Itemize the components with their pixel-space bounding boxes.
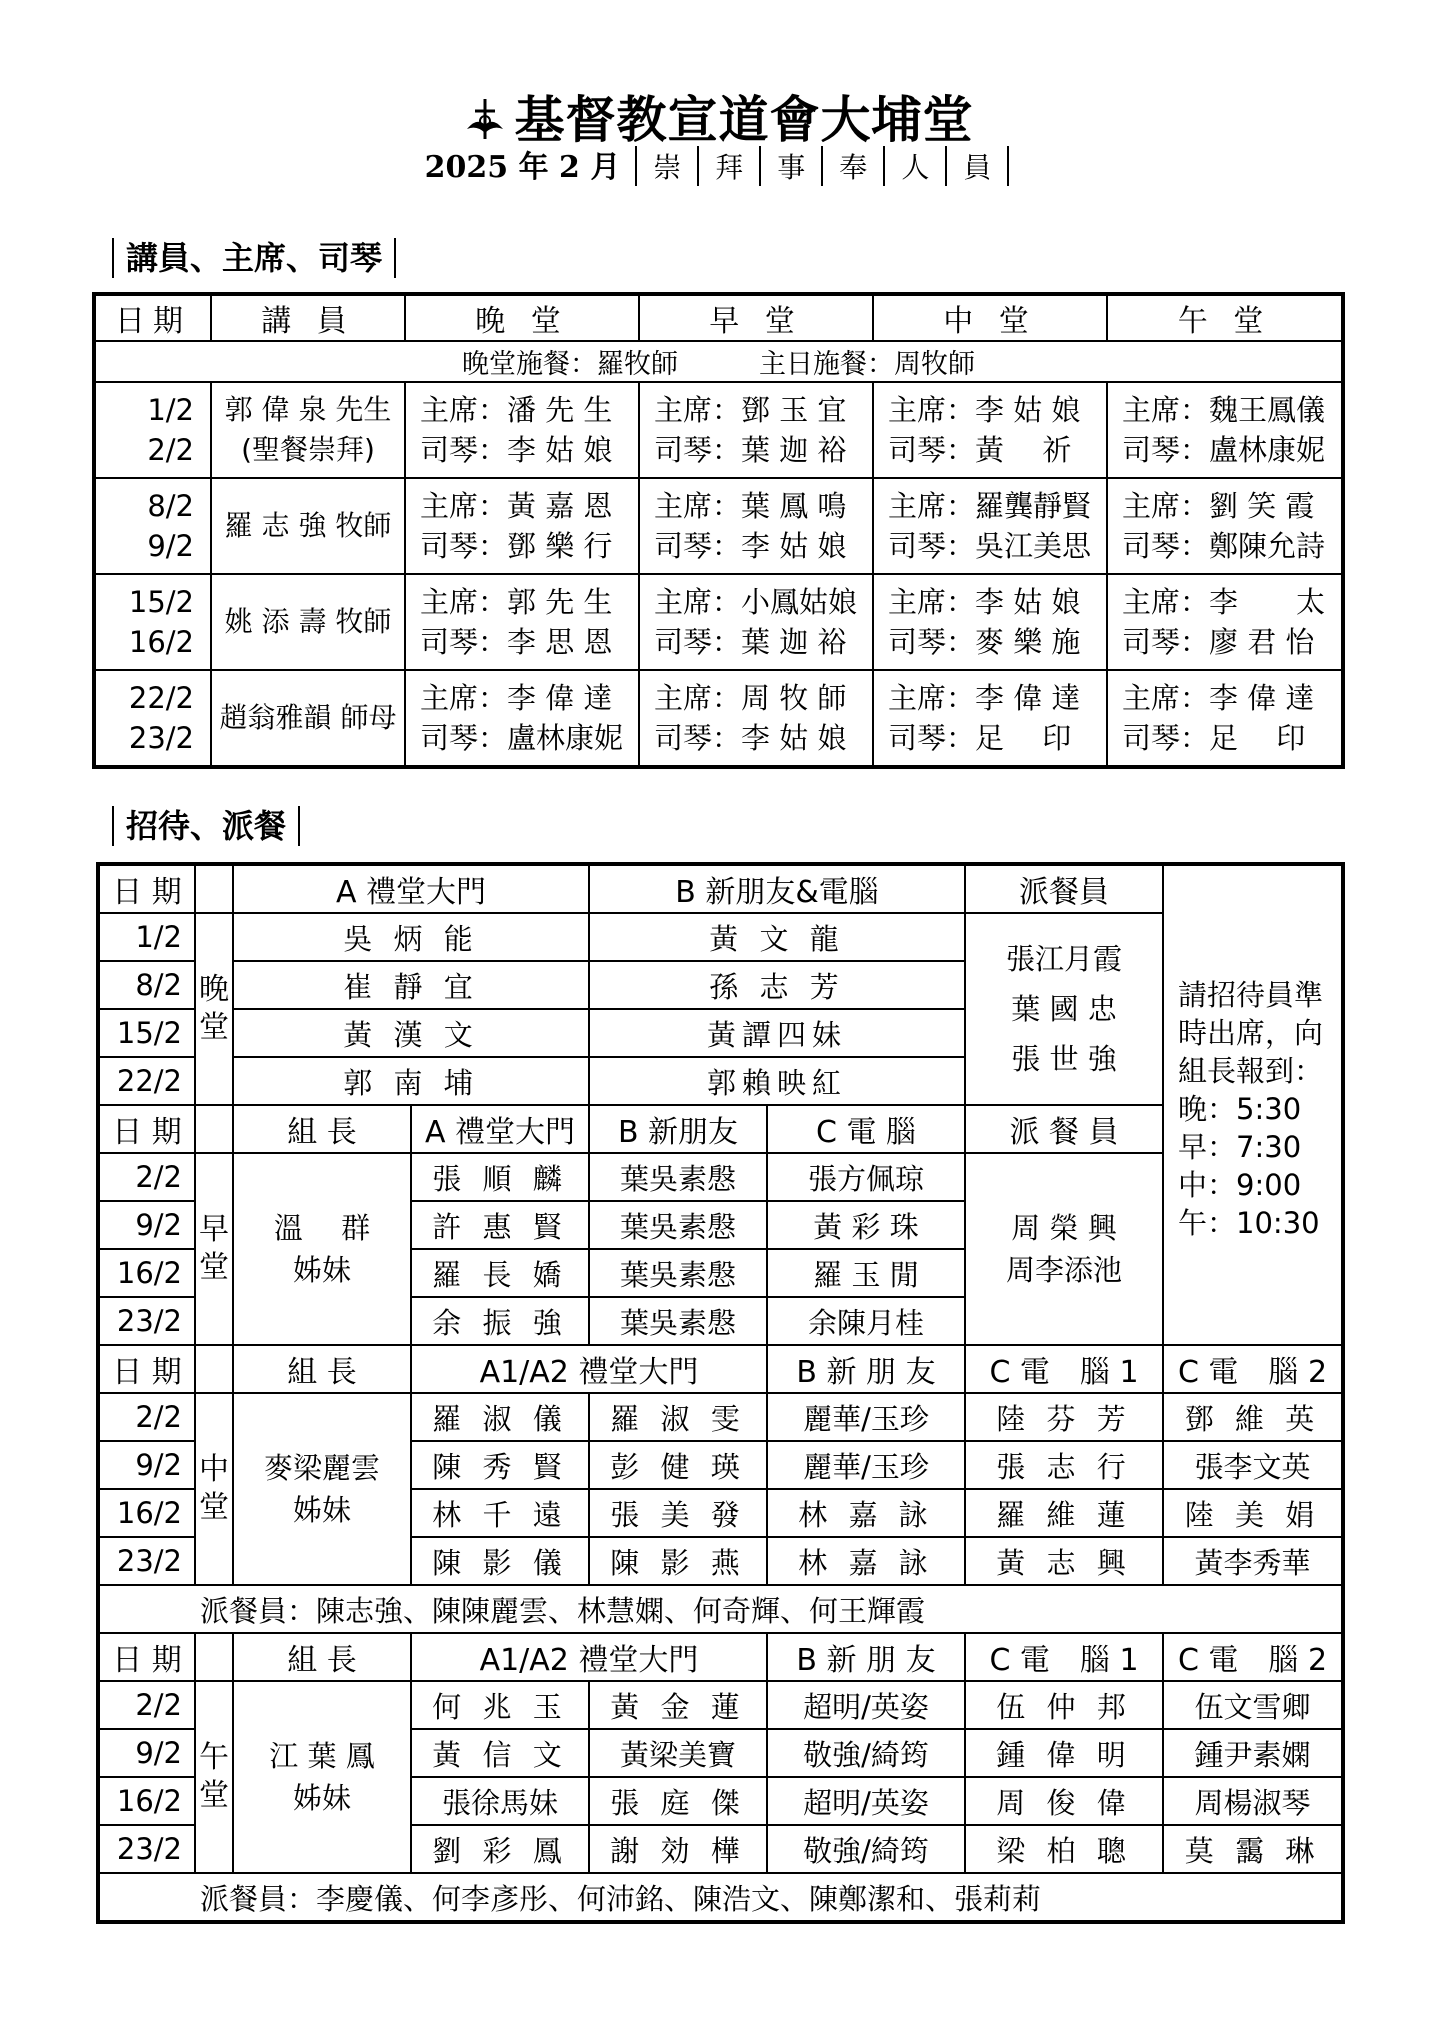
usher-cell: 林 嘉 詠 [767, 1489, 965, 1537]
usher-cell: 張 順 麟 [411, 1153, 589, 1201]
service-cell: 主席：葉 鳳 鳴 司琴：李 姑 娘 [639, 478, 873, 574]
col-header: 派 餐 員 [965, 1105, 1163, 1153]
service-label: 早 堂 [195, 1153, 233, 1345]
date-cell: 16/2 [98, 1777, 195, 1825]
service-cell: 主席：李 姑 娘 司琴：黃 祈 [873, 382, 1107, 478]
meal-staff-line: 派餐員：李慶儀、何李彥彤、何沛銘、陳浩文、陳鄭潔和、張莉莉 [98, 1873, 1343, 1922]
leader-cell: 江 葉 鳳 姊妹 [233, 1681, 411, 1873]
col-header: 組 長 [233, 1345, 411, 1393]
usher-cell: 葉吳素慇 [589, 1153, 767, 1201]
leader-cell: 溫 群 姊妹 [233, 1153, 411, 1345]
usher-cell: 林 嘉 詠 [767, 1537, 965, 1585]
col-header: B 新 朋 友 [767, 1633, 965, 1681]
subtitle-word: 拜 [697, 146, 759, 186]
col-header: A 禮堂大門 [233, 864, 589, 913]
service-cell: 主席：鄧 玉 宜 司琴：葉 迦 裕 [639, 382, 873, 478]
usher-cell: 黃 文 龍 [589, 913, 965, 961]
date-cell: 23/2 [98, 1297, 195, 1345]
leader-cell: 麥梁麗雲 姊妹 [233, 1393, 411, 1585]
table-row [98, 1681, 1343, 1729]
usher-cell: 許 惠 賢 [411, 1201, 589, 1249]
table-row [98, 913, 1343, 961]
section-title-speakers: 講員、主席、司琴 [112, 238, 396, 278]
service-cell: 主席：黃 嘉 恩 司琴：鄧 樂 行 [405, 478, 639, 574]
service-cell: 主席：李 偉 達 司琴：盧林康妮 [405, 670, 639, 767]
usher-cell: 張 庭 傑 [589, 1777, 767, 1825]
usher-cell: 張李文英 [1163, 1441, 1343, 1489]
usher-cell: 余陳月桂 [767, 1297, 965, 1345]
usher-cell: 敬強/綺筠 [767, 1729, 965, 1777]
usher-cell: 謝 効 樺 [589, 1825, 767, 1873]
col-header: C 電 腦 [767, 1105, 965, 1153]
service-label: 晚 堂 [195, 913, 233, 1105]
usher-cell: 黃梁美寶 [589, 1729, 767, 1777]
service-cell: 主席：小鳳姑娘 司琴：葉 迦 裕 [639, 574, 873, 670]
speaker-cell: 郭 偉 泉 先生 (聖餐崇拜) [211, 382, 405, 478]
table-row [94, 574, 1343, 670]
usher-cell: 黃 金 蓮 [589, 1681, 767, 1729]
usher-cell: 張 志 行 [965, 1441, 1163, 1489]
date-cell: 1/2 [98, 913, 195, 961]
usher-cell: 陸 美 娟 [1163, 1489, 1343, 1537]
col-header: B 新朋友&電腦 [589, 864, 965, 913]
service-label: 午 堂 [195, 1681, 233, 1873]
col-header: 組 長 [233, 1105, 411, 1153]
blank-cell [195, 1105, 233, 1153]
col-header: A 禮堂大門 [411, 1105, 589, 1153]
midday-meal-row [98, 1585, 1343, 1633]
table-row [94, 478, 1343, 574]
usher-cell: 陳 影 燕 [589, 1537, 767, 1585]
morning-header-row [98, 1105, 1343, 1153]
date-cell: 9/2 [98, 1729, 195, 1777]
speaker-chair-organ-table [92, 292, 1345, 769]
usher-cell: 鄧 維 英 [1163, 1393, 1343, 1441]
service-cell: 主席：郭 先 生 司琴：李 思 恩 [405, 574, 639, 670]
col-header: 早 堂 [639, 294, 873, 341]
usher-cell: 黃 信 文 [411, 1729, 589, 1777]
col-header: 日 期 [98, 1105, 195, 1153]
service-cell: 主席：羅龔靜賢 司琴：吳江美思 [873, 478, 1107, 574]
usher-cell: 張 美 發 [589, 1489, 767, 1537]
service-cell: 主席：李 偉 達 司琴：足 印 [1107, 670, 1343, 767]
col-header: 午 堂 [1107, 294, 1343, 341]
usher-cell: 麗華/玉珍 [767, 1393, 965, 1441]
meal-staff-cell: 張江月霞 葉 國 忠 張 世 強 [965, 913, 1163, 1105]
usher-cell: 周 俊 偉 [965, 1777, 1163, 1825]
usher-cell: 黃 漢 文 [233, 1009, 589, 1057]
service-cell: 主席：李 偉 達 司琴：足 印 [873, 670, 1107, 767]
date-cell: 15/2 16/2 [94, 574, 211, 670]
usher-cell: 黃 彩 珠 [767, 1201, 965, 1249]
date-cell: 16/2 [98, 1489, 195, 1537]
usher-cell: 羅 淑 儀 [411, 1393, 589, 1441]
usher-cell: 彭 健 瑛 [589, 1441, 767, 1489]
usher-cell: 周楊淑琴 [1163, 1777, 1343, 1825]
table-row [98, 1153, 1343, 1201]
table-row [94, 670, 1343, 767]
usher-cell: 陸 芬 芳 [965, 1393, 1163, 1441]
col-header: 日期 [94, 294, 211, 341]
service-cell: 主席：李 太 司琴：廖 君 怡 [1107, 574, 1343, 670]
service-label: 中 堂 [195, 1393, 233, 1585]
col-header: A1/A2 禮堂大門 [411, 1345, 767, 1393]
church-name: 基督教宣道會大埔堂 [514, 90, 974, 149]
col-header: 日 期 [98, 1345, 195, 1393]
meal-note: 晚堂施餐：羅牧師 主日施餐：周牧師 [94, 341, 1343, 382]
usher-cell: 郭 南 埔 [233, 1057, 589, 1105]
table-row [94, 382, 1343, 478]
col-header: 派餐員 [965, 864, 1163, 913]
usher-reminder-note: 請招待員準 時出席，向 組長報到： 晚：5:30 早：7:30 中：9:00 午：10:30 [1163, 864, 1343, 1345]
usher-cell: 羅 長 嬌 [411, 1249, 589, 1297]
usher-cell: 伍文雪卿 [1163, 1681, 1343, 1729]
blank-cell [195, 1633, 233, 1681]
usher-cell: 羅 淑 雯 [589, 1393, 767, 1441]
date-cell: 22/2 [98, 1057, 195, 1105]
usher-meal-table [96, 862, 1345, 1924]
col-header: 中 堂 [873, 294, 1107, 341]
usher-cell: 鍾 偉 明 [965, 1729, 1163, 1777]
month-label: 2025 年 2 月 [424, 150, 621, 185]
table-row [98, 1393, 1343, 1441]
col-header: C 電 腦 2 [1163, 1633, 1343, 1681]
usher-cell: 劉 彩 鳳 [411, 1825, 589, 1873]
date-cell: 9/2 [98, 1201, 195, 1249]
usher-cell: 超明/英姿 [767, 1777, 965, 1825]
date-cell: 9/2 [98, 1441, 195, 1489]
afternoon-header-row [98, 1633, 1343, 1681]
usher-cell: 黃李秀華 [1163, 1537, 1343, 1585]
subtitle-word: 員 [945, 146, 1009, 186]
service-cell: 主席：周 牧 師 司琴：李 姑 娘 [639, 670, 873, 767]
usher-cell: 葉吳素慇 [589, 1249, 767, 1297]
date-cell: 16/2 [98, 1249, 195, 1297]
usher-cell: 敬強/綺筠 [767, 1825, 965, 1873]
subtitle-word: 奉 [821, 146, 883, 186]
date-cell: 2/2 [98, 1681, 195, 1729]
meal-note-row [94, 341, 1343, 382]
evening-header-row [98, 864, 1343, 913]
section-title-ushers: 招待、派餐 [112, 806, 300, 846]
col-header: A1/A2 禮堂大門 [411, 1633, 767, 1681]
afternoon-meal-row [98, 1873, 1343, 1922]
usher-cell: 陳 秀 賢 [411, 1441, 589, 1489]
usher-cell: 黃譚四妹 [589, 1009, 965, 1057]
speaker-cell: 趙翁雅韻 師母 [211, 670, 405, 767]
usher-cell: 吳 炳 能 [233, 913, 589, 961]
usher-cell: 葉吳素慇 [589, 1297, 767, 1345]
midday-header-row [98, 1345, 1343, 1393]
usher-cell: 崔 靜 宜 [233, 961, 589, 1009]
usher-cell: 麗華/玉珍 [767, 1441, 965, 1489]
date-cell: 22/2 23/2 [94, 670, 211, 767]
col-header: 日 期 [98, 1633, 195, 1681]
usher-cell: 莫 靄 琳 [1163, 1825, 1343, 1873]
speaker-cell: 羅 志 強 牧師 [211, 478, 405, 574]
usher-cell: 林 千 遠 [411, 1489, 589, 1537]
date-cell: 23/2 [98, 1825, 195, 1873]
meal-staff-cell: 周 榮 興 周李添池 [965, 1153, 1163, 1345]
usher-cell: 梁 柏 聰 [965, 1825, 1163, 1873]
date-cell: 23/2 [98, 1537, 195, 1585]
blank-cell [195, 864, 233, 913]
usher-cell: 張方佩琼 [767, 1153, 965, 1201]
col-header: C 電 腦 1 [965, 1345, 1163, 1393]
date-cell: 1/2 2/2 [94, 382, 211, 478]
subtitle-word: 人 [883, 146, 945, 186]
subtitle-word: 崇 [635, 146, 697, 186]
col-header: C 電 腦 2 [1163, 1345, 1343, 1393]
usher-cell: 伍 仲 邦 [965, 1681, 1163, 1729]
subtitle-word: 事 [759, 146, 821, 186]
usher-cell: 羅 維 蓮 [965, 1489, 1163, 1537]
usher-cell: 黃 志 興 [965, 1537, 1163, 1585]
service-cell: 主席：劉 笑 霞 司琴：鄭陳允詩 [1107, 478, 1343, 574]
church-logo-icon [461, 95, 509, 143]
col-header: C 電 腦 1 [965, 1633, 1163, 1681]
usher-cell: 葉吳素慇 [589, 1201, 767, 1249]
date-cell: 2/2 [98, 1153, 195, 1201]
usher-cell: 超明/英姿 [767, 1681, 965, 1729]
usher-cell: 張徐馬妹 [411, 1777, 589, 1825]
date-cell: 8/2 [98, 961, 195, 1009]
usher-cell: 何 兆 玉 [411, 1681, 589, 1729]
usher-cell: 羅 玉 閒 [767, 1249, 965, 1297]
blank-cell [195, 1345, 233, 1393]
col-header: B 新 朋 友 [767, 1345, 965, 1393]
table-header-row [94, 294, 1343, 341]
usher-cell: 鍾尹素嫻 [1163, 1729, 1343, 1777]
col-header: 晚 堂 [405, 294, 639, 341]
col-header: B 新朋友 [589, 1105, 767, 1153]
meal-staff-line: 派餐員：陳志強、陳陳麗雲、林慧嫻、何奇輝、何王輝霞 [98, 1585, 1343, 1633]
service-cell: 主席：潘 先 生 司琴：李 姑 娘 [405, 382, 639, 478]
service-cell: 主席：李 姑 娘 司琴：麥 樂 施 [873, 574, 1107, 670]
usher-cell: 余 振 強 [411, 1297, 589, 1345]
usher-cell: 孫 志 芳 [589, 961, 965, 1009]
page-subtitle [0, 142, 1434, 186]
date-cell: 2/2 [98, 1393, 195, 1441]
speaker-cell: 姚 添 壽 牧師 [211, 574, 405, 670]
date-cell: 8/2 9/2 [94, 478, 211, 574]
usher-cell: 郭賴映紅 [589, 1057, 965, 1105]
usher-cell: 陳 影 儀 [411, 1537, 589, 1585]
col-header: 講 員 [211, 294, 405, 341]
col-header: 日 期 [98, 864, 195, 913]
col-header: 組 長 [233, 1633, 411, 1681]
service-cell: 主席：魏王鳳儀 司琴：盧林康妮 [1107, 382, 1343, 478]
date-cell: 15/2 [98, 1009, 195, 1057]
